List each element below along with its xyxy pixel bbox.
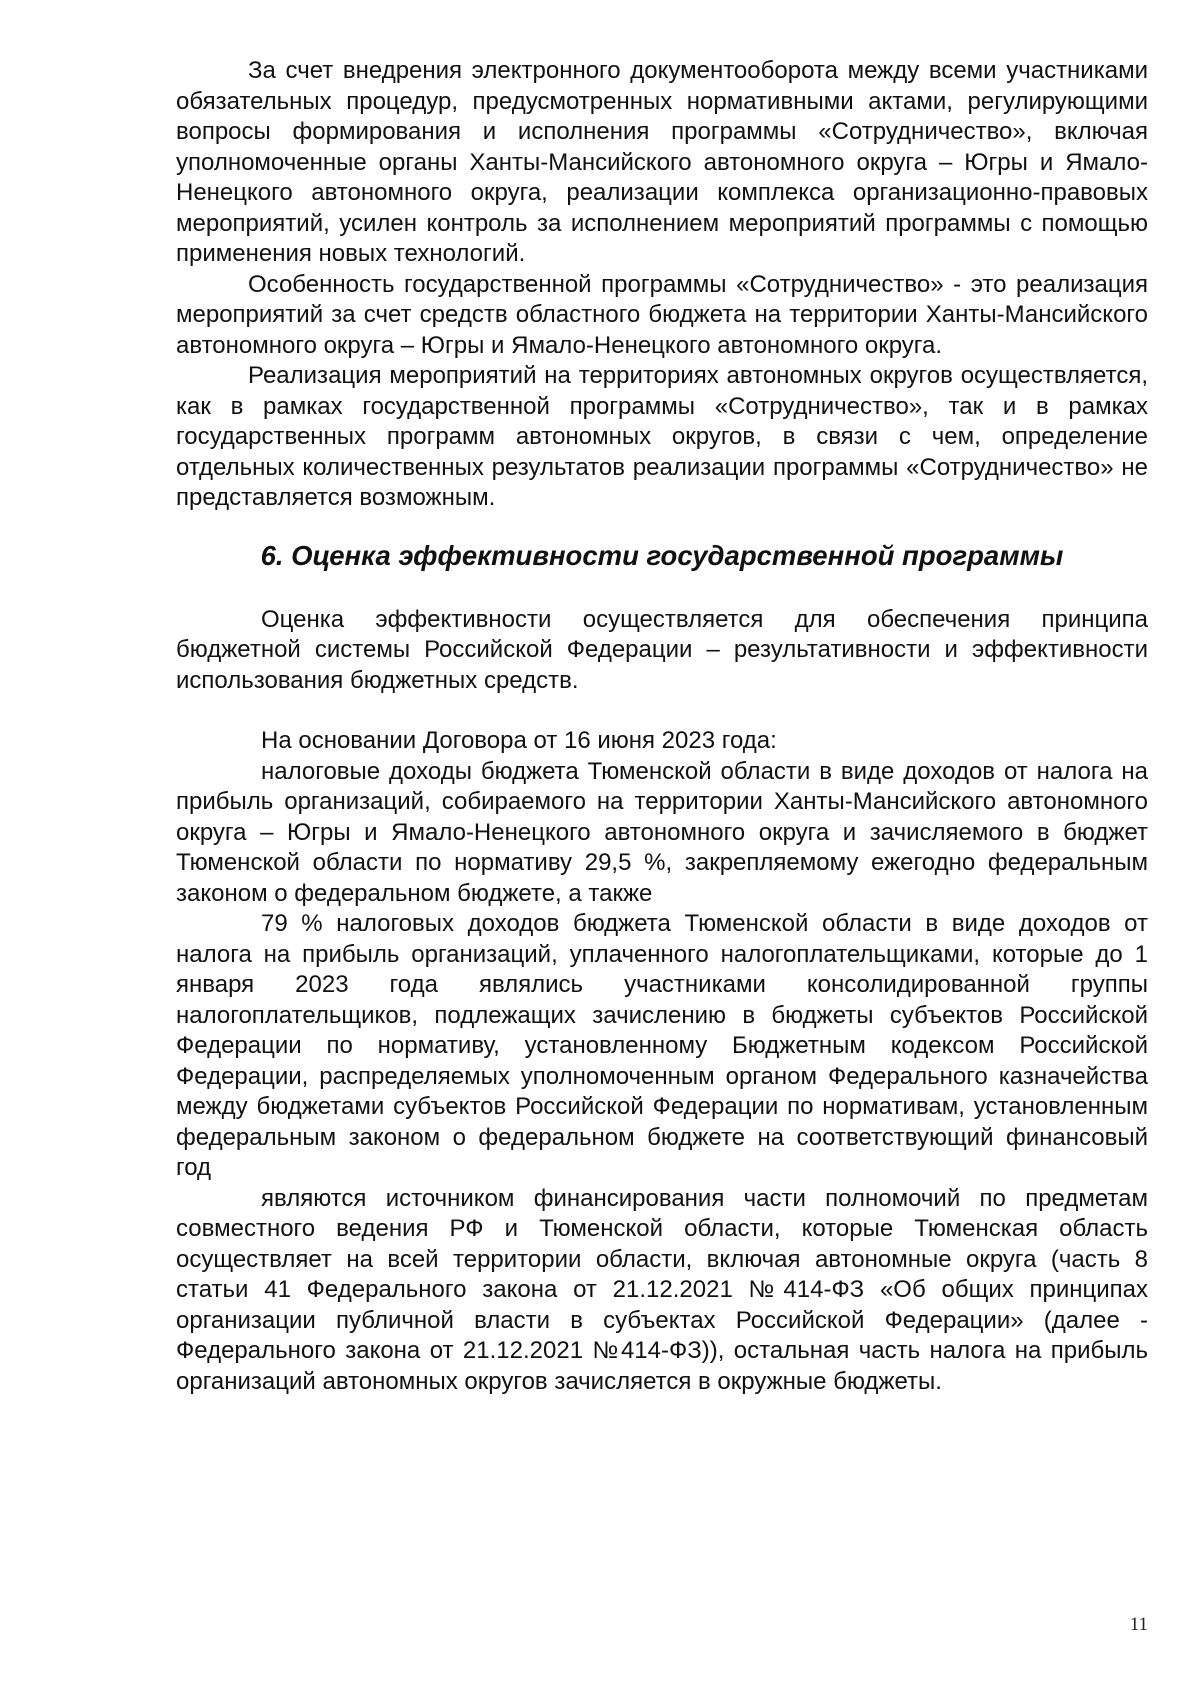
paragraph-implementation: Реализация мероприятий на территориях автономных округов осуществляется, как в рамках государственной программы «Сотрудничество», так и в рамках государственных программ автономных округов, в связи с чем, определение отдельных количественных результатов реализации программы «Сотрудничество» не представляется возможным.: [176, 362, 1148, 511]
section-heading: 6. Оценка эффективности государственной программы: [260, 539, 1064, 571]
document-page: [176, 56, 1148, 1397]
paragraph-efficiency-intro: Оценка эффективности осуществляется для обеспечения принципа бюджетной системы Российской Федерации – результативности и эффективности использования бюджетных средств.: [176, 605, 1148, 694]
paragraph-tax-revenues: налоговые доходы бюджета Тюменской области в виде доходов от налога на прибыль организаций, собираемого на территории Ханты-Мансийского автономного округа – Югры и Ямало-Ненецкого автономного округа и зачисляемого в бюджет Тюменской области по нормативу 29,5 %, закрепляемому ежегодно федеральным законом о федеральном бюджете, а также: [176, 757, 1148, 907]
paragraph-agreement-basis: На основании Договора от 16 июня 2023 года:: [261, 727, 777, 754]
page-number: 11: [1129, 1614, 1148, 1635]
paragraph-electronic-document-flow: За счет внедрения электронного документооборота между всеми участниками обязательных процедур, предусмотренных нормативными актами, регулирующими вопросы формирования и исполнения программы «Сотрудничество», включая уполномоченные органы Ханты-Мансийского автономного округа – Югры и Ямало-Ненецкого автономного округа, реализации комплекса организационно-правовых мероприятий, усилен контроль за исполнением мероприятий программы с помощью применения новых технологий.: [176, 57, 1148, 267]
paragraph-program-feature: Особенность государственной программы «Сотрудничество» - это реализация мероприятий за счет средств областного бюджета на территории Ханты-Мансийского автономного округа – Югры и Ямало-Ненецкого автономного округа.: [176, 270, 1148, 359]
paragraph-consolidated-group: 79 % налоговых доходов бюджета Тюменской области в виде доходов от налога на прибыль организаций, уплаченного налогоплательщиками, которые до 1 января 2023 года являлись участниками консолидированной группы налогоплательщиков, подлежащих зачислению в бюджеты субъектов Российской Федерации по нормативу, установленному Бюджетным кодексом Российской Федерации, распределяемых уполномоченным органом Федерального казначейства между бюджетами субъектов Российской Федерации по нормативам, установленным федеральным законом о федеральном бюджете на соответствующий финансовый год: [176, 910, 1148, 1181]
paragraph-funding-source: являются источником финансирования части полномочий по предметам совместного ведения РФ и Тюменской области, которые Тюменская область осуществляет на всей территории области, включая автономные округа (часть 8 статьи 41 Федерального закона от 21.12.2021 №414-ФЗ «Об общих принципах организации публичной власти в субъектах Российской Федерации» (далее - Федерального закона от 21.12.2021 №414-ФЗ)), остальная часть налога на прибыль организаций автономных округов зачисляется в окружные бюджеты.: [176, 1184, 1148, 1395]
